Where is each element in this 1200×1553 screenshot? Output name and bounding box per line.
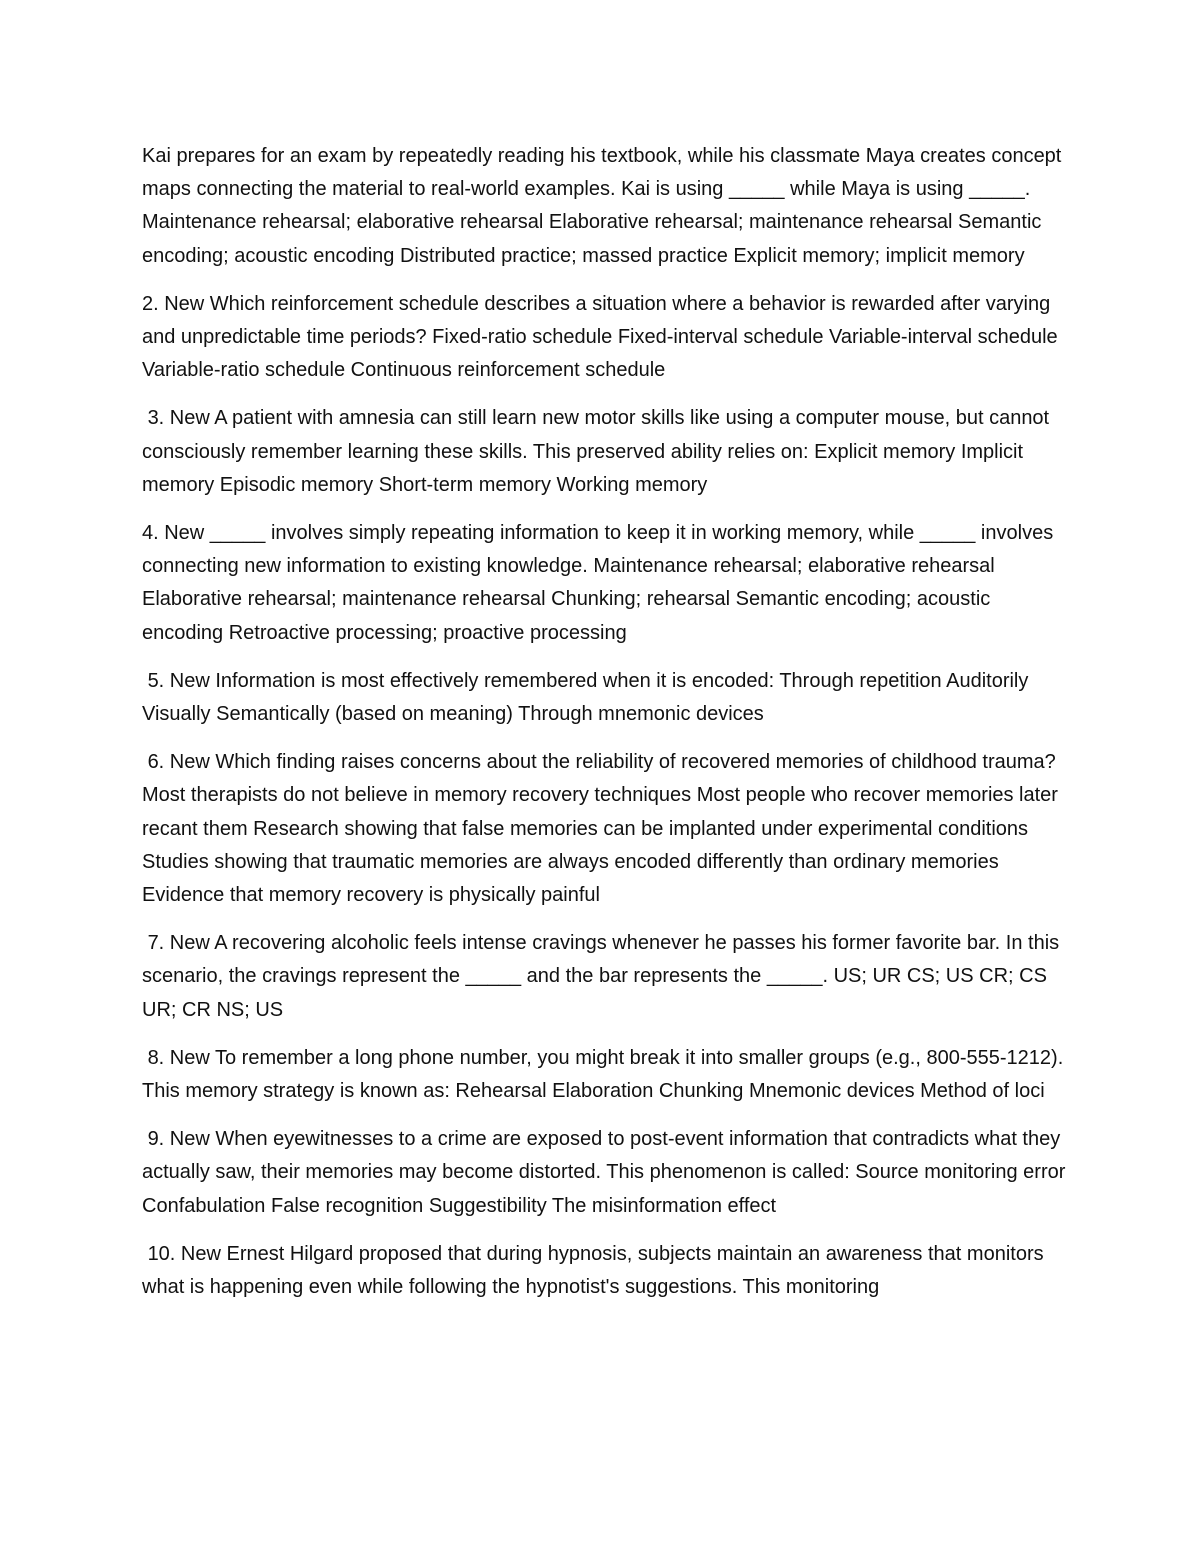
question-10-paragraph: 10. New Ernest Hilgard proposed that during hypnosis, subjects maintain an awareness that monitors what is happening even while following the hypnotist's suggestions. This monitoring bbox=[142, 1242, 1050, 1299]
question-8-paragraph: 8. New To remember a long phone number, you might break it into smaller groups (e.g., 800-555-1212). This memory strategy is known as: Rehearsal Elaboration Chunking Mnemonic devices Method of loci bbox=[142, 1046, 1069, 1103]
document-body bbox=[142, 140, 1071, 1319]
question-9-paragraph: 9. New When eyewitnesses to a crime are exposed to post-event information that contradicts what they actually saw, their memories may become distorted. This phenomenon is called: Source monitoring error Confabulation False recognition Suggestibility The misinformation effect bbox=[142, 1128, 1071, 1217]
question-6-paragraph: 6. New Which finding raises concerns about the reliability of recovered memories of childhood trauma? Most therapists do not believe in memory recovery techniques Most people who recover memories later recant them Research showing that false memories can be implanted under experimental conditions Studies showing that traumatic memories are always encoded differently than ordinary memories Evidence that memory recovery is physically painful bbox=[142, 751, 1064, 907]
question-3-paragraph: 3. New A patient with amnesia can still learn new motor skills like using a computer mouse, but cannot consciously remember learning these skills. This preserved ability relies on: Explicit memory Implicit memory Episodic memory Short-term memory Working memory bbox=[142, 407, 1055, 496]
question-2-paragraph: 2. New Which reinforcement schedule describes a situation where a behavior is rewarded after varying and unpredictable time periods? Fixed-ratio schedule Fixed-interval schedule Variable-interval schedule Variable-ratio schedule Continuous reinforcement schedule bbox=[142, 292, 1064, 382]
question-4-paragraph: 4. New _____ involves simply repeating information to keep it in working memory, while _____ involves connecting new information to existing knowledge. Maintenance rehearsal; elaborative rehearsal Elaborative rehearsal; maintenance rehearsal Chunking; rehearsal Semantic encoding; acoustic encoding Retroactive processing; proactive processing bbox=[142, 522, 1059, 644]
question-7-paragraph: 7. New A recovering alcoholic feels intense cravings whenever he passes his former favorite bar. In this scenario, the cravings represent the _____ and the bar represents the _____. US; UR CS; US CR; CS UR; CR NS; US bbox=[142, 932, 1065, 1021]
question-5-paragraph: 5. New Information is most effectively remembered when it is encoded: Through repetition Auditorily Visually Semantically (based on meaning) Through mnemonic devices bbox=[142, 669, 1034, 726]
question-1-paragraph: Kai prepares for an exam by repeatedly reading his textbook, while his classmate Maya creates concept maps connecting the material to real-world examples. Kai is using _____ while Maya is using _____. Maintenance rehearsal; elaborative rehearsal Elaborative rehearsal; maintenance rehearsal Semantic encoding; acoustic encoding Distributed practice; massed practice Explicit memory; implicit memory bbox=[142, 145, 1067, 267]
